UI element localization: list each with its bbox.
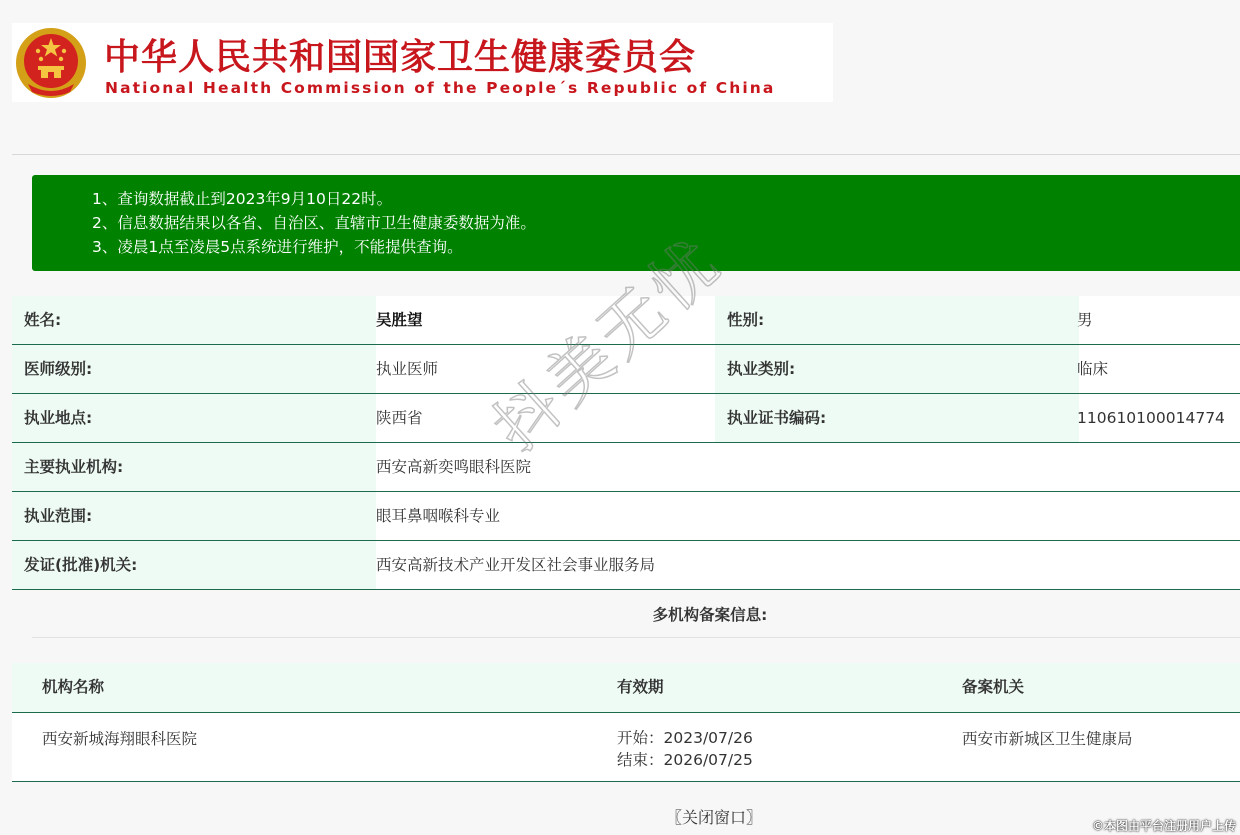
info-row-institution: [12, 443, 1240, 492]
name-label: 姓名:: [12, 296, 376, 344]
info-row-location: [12, 394, 1240, 443]
institution-label: 主要执业机构:: [12, 443, 376, 491]
authority-value: 西安高新技术产业开发区社会事业服务局: [376, 556, 656, 574]
col-header-validity: 有效期: [617, 678, 664, 696]
notice-line-3: 3、凌晨1点至凌晨5点系统进行维护，不能提供查询。: [92, 238, 463, 256]
table-row: [12, 713, 1240, 782]
site-title-en: National Health Commission of the People´s Republic of China: [105, 79, 776, 97]
institution-value: 西安高新奕鸣眼科医院: [376, 458, 532, 476]
close-window-link[interactable]: 〖关闭窗口〗: [665, 808, 762, 827]
national-emblem-icon: [14, 26, 88, 100]
level-label: 医师级别:: [12, 345, 376, 393]
multi-institution-table: [12, 663, 1240, 782]
level-value: 执业医师: [376, 360, 439, 378]
doctor-info-table: [12, 296, 1240, 590]
location-label: 执业地点:: [12, 394, 376, 442]
notice-line-2: 2、信息数据结果以各省、自治区、直辖市卫生健康委数据为准。: [92, 214, 536, 232]
category-value: 临床: [1077, 360, 1109, 378]
col-header-name: 机构名称: [42, 678, 105, 696]
row-end-date: 结束：2026/07/25: [617, 751, 753, 769]
name-value: 吴胜望: [376, 311, 423, 329]
upload-footnote: ©本图由平台注册用户上传: [1091, 819, 1236, 833]
header-banner: [12, 23, 833, 102]
info-row-scope: [12, 492, 1240, 541]
notice-box: [32, 175, 1240, 271]
cert-label: 执业证书编码:: [715, 394, 1079, 442]
gender-value: 男: [1077, 311, 1093, 329]
location-value: 陕西省: [376, 409, 423, 427]
info-row-level: [12, 345, 1240, 394]
col-header-authority: 备案机关: [962, 678, 1025, 696]
gender-label: 性别:: [715, 296, 1079, 344]
row-start-date: 开始：2023/07/26: [617, 729, 753, 747]
scope-value: 眼耳鼻咽喉科专业: [376, 507, 501, 525]
scope-label: 执业范围:: [12, 492, 376, 540]
multi-institution-title: 多机构备案信息:: [652, 606, 768, 624]
row-institution-name: 西安新城海翔眼科医院: [42, 730, 198, 748]
cert-value: 110610100014774: [1077, 409, 1225, 427]
row-authority: 西安市新城区卫生健康局: [962, 730, 1133, 748]
authority-label: 发证(批准)机关:: [12, 541, 376, 589]
info-row-authority: [12, 541, 1240, 590]
category-label: 执业类别:: [715, 345, 1079, 393]
table-header: [12, 663, 1240, 713]
site-title-cn: 中华人民共和国国家卫生健康委员会: [104, 36, 697, 78]
info-row-name: [12, 296, 1240, 345]
multi-divider: [32, 637, 1240, 638]
notice-line-1: 1、查询数据截止到2023年9月10日22时。: [92, 190, 393, 208]
header-divider: [12, 154, 1240, 155]
